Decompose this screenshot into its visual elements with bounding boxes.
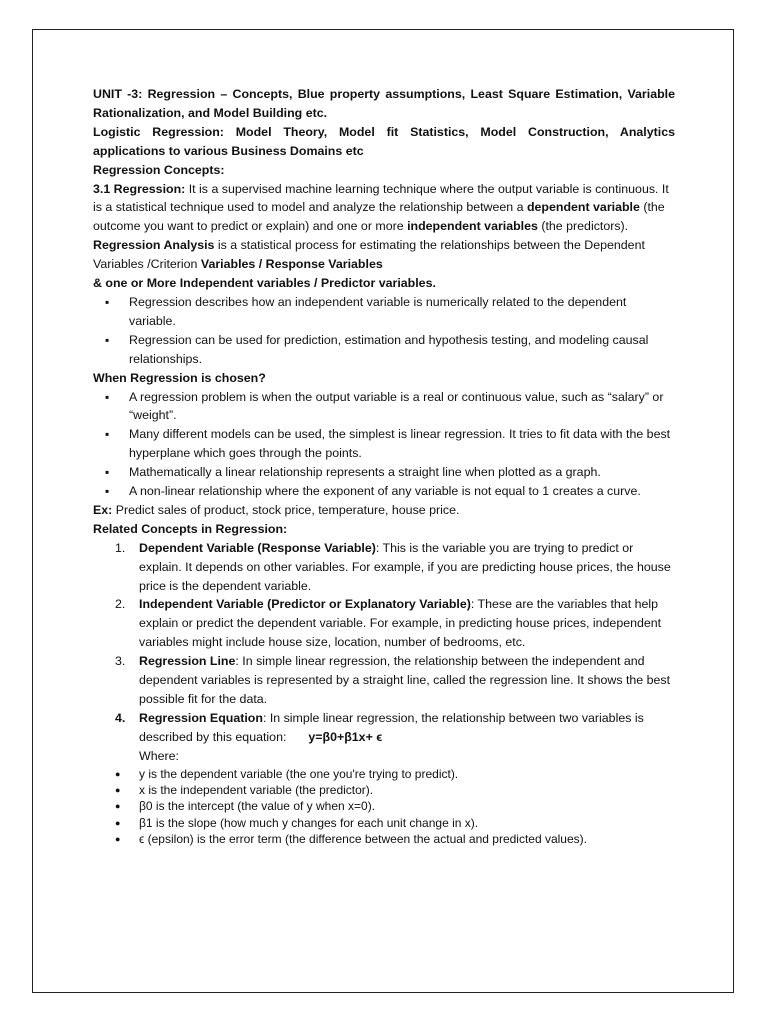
list-item: ▪ Regression can be used for prediction, estimation and hypothesis testing, and modeling causal relationships. — [93, 331, 675, 369]
list-item: ● β0 is the intercept (the value of y when x=0). — [93, 798, 675, 814]
regression-bullets — [93, 293, 675, 369]
list-item: ● β1 is the slope (how much y changes for each unit change in x). — [93, 815, 675, 831]
related-heading: Related Concepts in Regression: — [93, 521, 288, 536]
regression-definition: 3.1 Regression: It is a supervised machine learning technique where the output variable is continuous. It is a statistical technique used to model and analyze the relationship between a dependent variable (the outcome you want to predict or explain) and one or more independent variables (the predictors). — [93, 181, 669, 234]
list-item: ● x is the independent variable (the predictor). — [93, 782, 675, 798]
list-item: ▪ A regression problem is when the output variable is a real or continuous value, such as “salary” or “weight”. — [93, 388, 675, 426]
concept-item: 4. Regression Equation: In simple linear regression, the relationship between two variables is described by this equation: y=β0+β1x+ ϵ Where: — [93, 709, 675, 766]
section-heading: Regression Concepts: — [93, 162, 225, 177]
concept-item: 1. Dependent Variable (Response Variable): This is the variable you are trying to predict or explain. It depends on other variables. For example, if you are predicting house prices, the house price is the dependent variable. — [115, 540, 671, 593]
example-line: Ex: Predict sales of product, stock price, temperature, house price. — [93, 502, 460, 517]
list-item: ▪ Mathematically a linear relationship represents a straight line when plotted as a graph. — [93, 463, 675, 482]
list-item: ● y is the dependent variable (the one you're trying to predict). — [93, 766, 675, 782]
list-item: ▪ A non-linear relationship where the exponent of any variable is not equal to 1 creates a curve. — [93, 482, 675, 501]
regression-equation: y=β0+β1x+ ϵ — [308, 729, 383, 744]
when-heading: When Regression is chosen? — [93, 370, 266, 385]
list-item: ▪ Many different models can be used, the simplest is linear regression. It tries to fit data with the best hyperplane which goes through the points. — [93, 425, 675, 463]
where-label: Where: — [139, 748, 179, 763]
analysis-definition: Regression Analysis is a statistical process for estimating the relationships between the Dependent Variables /Criterion Variables / Response Variables — [93, 238, 645, 272]
list-item: ● ϵ (epsilon) is the error term (the difference between the actual and predicted values). — [93, 831, 675, 847]
document-body — [93, 85, 675, 847]
concept-item: 2. Independent Variable (Predictor or Explanatory Variable): These are the variables that help explain or predict the dependent variable. For example, in predicting house prices, independent variables might include house size, location, number of bedrooms, etc. — [115, 597, 662, 650]
list-item: ▪ Regression describes how an independent variable is numerically related to the dependent variable. — [93, 293, 675, 331]
analysis-line2: & one or More Independent variables / Predictor variables. — [93, 276, 436, 291]
concepts-list — [93, 539, 675, 766]
where-list — [93, 766, 675, 847]
concept-item: 3. Regression Line: In simple linear regression, the relationship between the independent and dependent variables is represented by a straight line, called the regression line. It shows the best possible fit for the data. — [115, 654, 671, 706]
logistic-heading: Logistic Regression: Model Theory, Model fit Statistics, Model Construction, Analytics applications to various Business Domains etc — [93, 124, 675, 158]
when-bullets — [93, 388, 675, 501]
unit-heading: UNIT -3: Regression – Concepts, Blue property assumptions, Least Square Estimation, Variable Rationalization, and Model Building etc. — [93, 87, 675, 120]
